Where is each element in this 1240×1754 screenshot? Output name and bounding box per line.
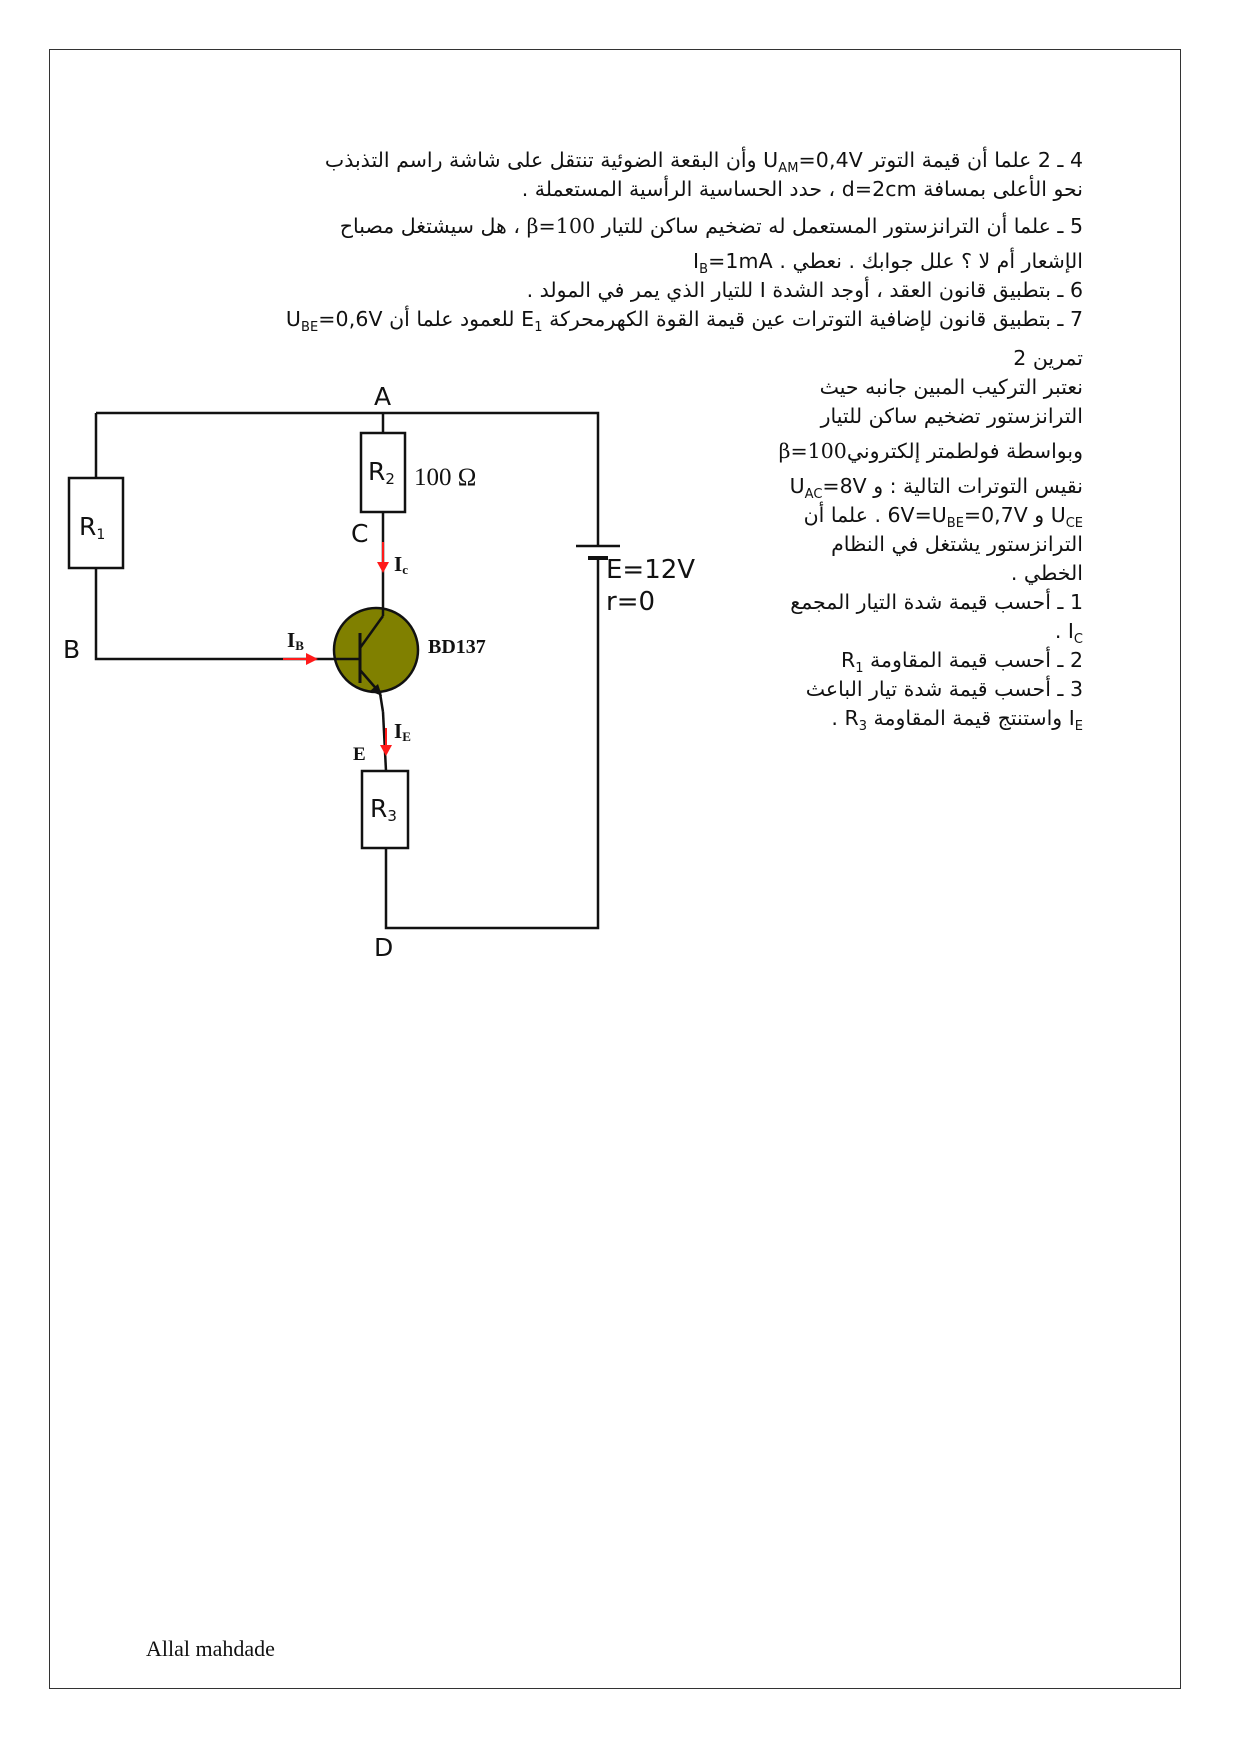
exercise-2-question-1: 1 ـ أحسب قيمة شدة التيار المجمع (790, 590, 1083, 614)
exercise-2-question-1-symbol: $I_C$ . (1054, 619, 1083, 648)
exercise-2-line-1: نعتبر التركيب المبين جانبه حيث (819, 375, 1083, 399)
exercise-2-line-3: وبواسطة فولطمتر إلكترونيβ=100 (778, 439, 1083, 463)
exercise-2-text (720, 346, 1083, 735)
r2-label: R2 (368, 457, 395, 488)
node-e-label: E (353, 744, 366, 765)
internal-resistance-label: r=0 (606, 587, 656, 617)
exercise-2-line-5: $U_{BE}=0,7V$ و $U_{CE}=6V$ . علما أن (803, 503, 1083, 532)
question-5-line-1: 5 ـ علما أن الترانزستور المستعمل له تضخيم ساكن للتيار β=100 ، هل سيشتغل مصباح (339, 214, 1083, 238)
exercise-2-line-7: الخطي . (1010, 561, 1083, 585)
ib-label: IB (287, 628, 304, 653)
footer-author: Allal mahdade (146, 1636, 275, 1661)
ic-label: Ic (394, 552, 408, 577)
ie-label: IE (394, 719, 411, 744)
node-b-label: B (63, 635, 81, 664)
question-4-line-1: 4 ـ 2 علما أن قيمة التوتر $U_{AM}=0,4V$ وأن البقعة الضوئية تنتقل على شاشة راسم التذبذب (324, 148, 1083, 177)
exercise-2-line-6: الترانزستور يشتغل في النظام (831, 532, 1083, 556)
emf-label: E=12V (606, 555, 696, 585)
r2-value-label: 100 Ω (414, 464, 477, 491)
circuit-diagram (58, 378, 718, 966)
node-c-label: C (351, 519, 369, 548)
transistor-bd137 (326, 573, 418, 712)
exercise-2-title: تمرين 2 (1013, 346, 1083, 370)
exercise-1-questions (178, 146, 1083, 334)
transistor-label: BD137 (428, 636, 486, 658)
exercise-2-question-2: 2 ـ أحسب قيمة المقاومة $R_1$ (840, 648, 1083, 677)
exercise-2-line-2: الترانزستور تضخيم ساكن للتيار (820, 404, 1083, 428)
r1-label: R1 (79, 512, 106, 543)
question-6: 6 ـ بتطبيق قانون العقد ، أوجد الشدة I للتيار الذي يمر في المولد . (526, 278, 1083, 302)
node-d-label: D (374, 933, 394, 962)
exercise-2-line-4: نقيس التوترات التالية : $U_{AC}=8V$ و (789, 474, 1083, 503)
r3-label: R3 (370, 794, 397, 825)
question-7: 7 ـ بتطبيق قانون لإضافية التوترات عين قيمة القوة الكهرمحركة $E_1$ للعمود علما أن $U_{BE}=0,6V$ (285, 307, 1083, 336)
exercise-2-question-3-cont: $I_E$ واستنتج قيمة المقاومة $R_3$ . (831, 706, 1083, 735)
question-4-line-2: نحو الأعلى بمسافة d=2cm ، حدد الحساسية الرأسية المستعملة . (521, 177, 1083, 201)
exercise-2-question-3: 3 ـ أحسب قيمة شدة تيار الباعث (805, 677, 1083, 701)
node-a-label: A (374, 382, 392, 411)
question-5-line-2: الإشعار أم لا ؟ علل جوابك . نعطي $I_B=1mA$ . (692, 249, 1083, 278)
